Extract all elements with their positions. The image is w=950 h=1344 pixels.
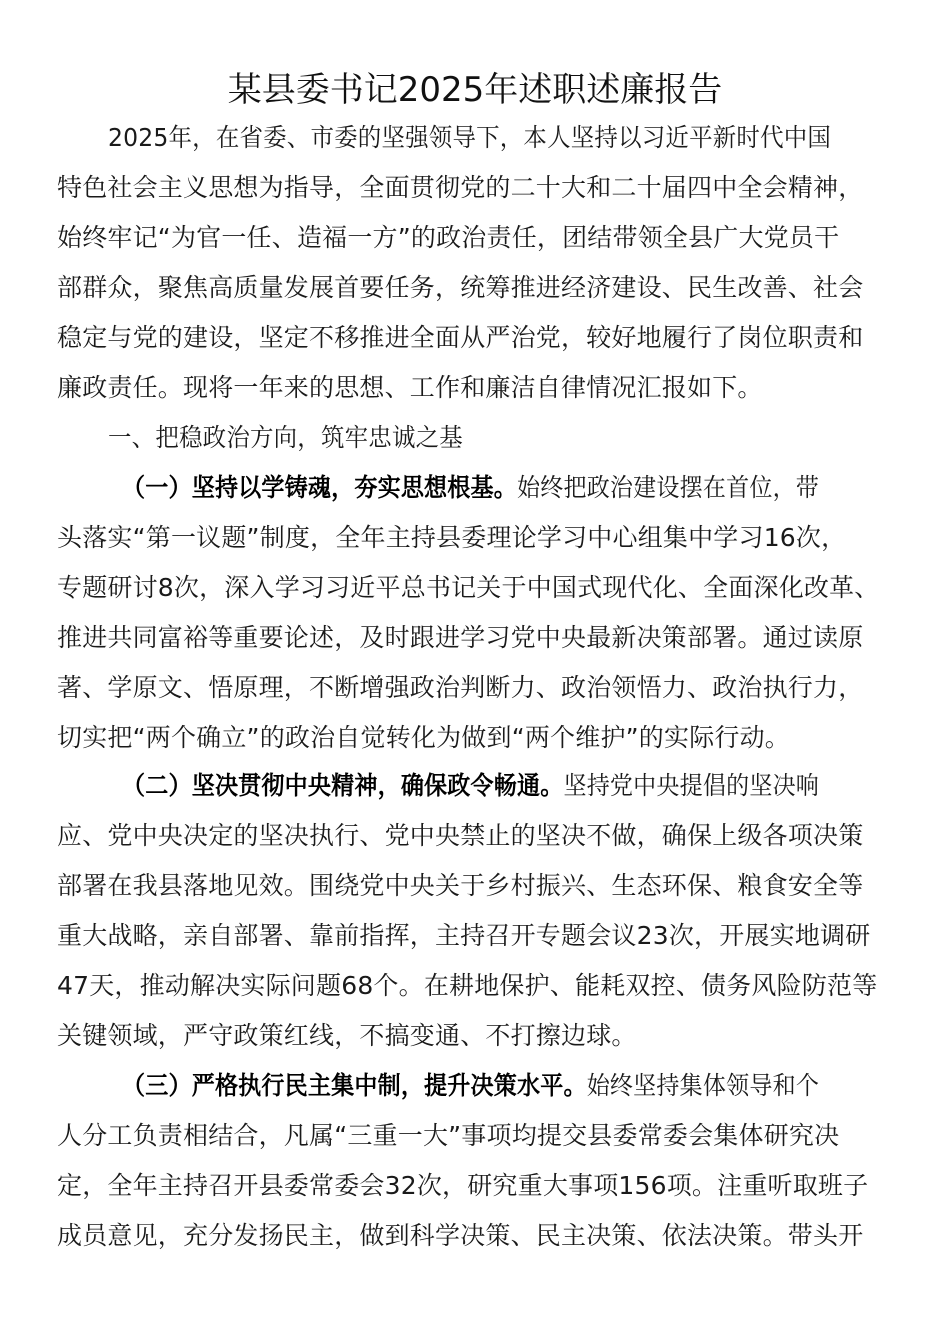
- text-line: 著、学原文、悟原理，不断增强政治判断力、政治领悟力、政治执行力，: [57, 673, 864, 702]
- text-line: 成员意见，充分发扬民主，做到科学决策、民主决策、依法决策。带头开: [57, 1221, 864, 1250]
- subsection-bold-lead: （二）坚决贯彻中央精神，确保政令畅通。: [122, 771, 564, 800]
- text-line: 重大战略，亲自部署、靠前指挥，主持召开专题会议23次，开展实地调研: [57, 921, 871, 950]
- document-title: 某县委书记2025年述职述廉报告: [227, 70, 723, 110]
- subsection-text: 坚持党中央提倡的坚决响: [563, 771, 820, 800]
- text-line: 关键领域，严守政策红线，不搞变通、不打擦边球。: [57, 1021, 637, 1050]
- text-line: 头落实“第一议题”制度，全年主持县委理论学习中心组集中学习16次，: [57, 523, 847, 552]
- text-line: 人分工负责相结合，凡属“三重一大”事项均提交县委常委会集体研究决: [57, 1121, 840, 1150]
- subsection-text: 始终把政治建设摆在首位，带: [516, 473, 820, 502]
- text-line: 始终牢记“为官一任、造福一方”的政治责任，团结带领全县广大党员干: [57, 223, 840, 252]
- text-line: 部群众，聚焦高质量发展首要任务，统筹推进经济建设、民生改善、社会: [57, 273, 864, 302]
- section-heading: 一、把稳政治方向，筑牢忠诚之基: [108, 423, 463, 452]
- text-line: 部署在我县落地见效。围绕党中央关于乡村振兴、生态环保、粮食安全等: [57, 871, 864, 900]
- subsection-bold-lead: （一）坚持以学铸魂，夯实思想根基。: [122, 473, 517, 502]
- text-line: 47天，推动解决实际问题68个。在耕地保护、能耗双控、债务风险防范等: [57, 971, 878, 1000]
- text-line: 定，全年主持召开县委常委会32次，研究重大事项156项。注重听取班子: [57, 1171, 869, 1200]
- text-line: 应、党中央决定的坚决执行、党中央禁止的坚决不做，确保上级各项决策: [57, 821, 864, 850]
- subsection-first-line: [122, 768, 893, 804]
- text-line: 推进共同富裕等重要论述，及时跟进学习党中央最新决策部署。通过读原: [57, 623, 864, 652]
- text-line: 稳定与党的建设，坚定不移推进全面从严治党，较好地履行了岗位职责和: [57, 323, 864, 352]
- text-line: 特色社会主义思想为指导，全面贯彻党的二十大和二十届四中全会精神，: [57, 173, 864, 202]
- subsection-text: 始终坚持集体领导和个: [586, 1071, 820, 1100]
- subsection-bold-lead: （三）严格执行民主集中制，提升决策水平。: [122, 1071, 587, 1100]
- subsection-first-line: [122, 470, 893, 506]
- text-line: 切实把“两个确立”的政治自觉转化为做到“两个维护”的实际行动。: [57, 723, 791, 752]
- text-line: 专题研讨8次，深入学习习近平总书记关于中国式现代化、全面深化改革、: [57, 573, 880, 602]
- text-line: 2025年，在省委、市委的坚强领导下，本人坚持以习近平新时代中国: [108, 123, 832, 152]
- subsection-first-line: [122, 1068, 893, 1104]
- text-line: 廉政责任。现将一年来的思想、工作和廉洁自律情况汇报如下。: [57, 373, 763, 402]
